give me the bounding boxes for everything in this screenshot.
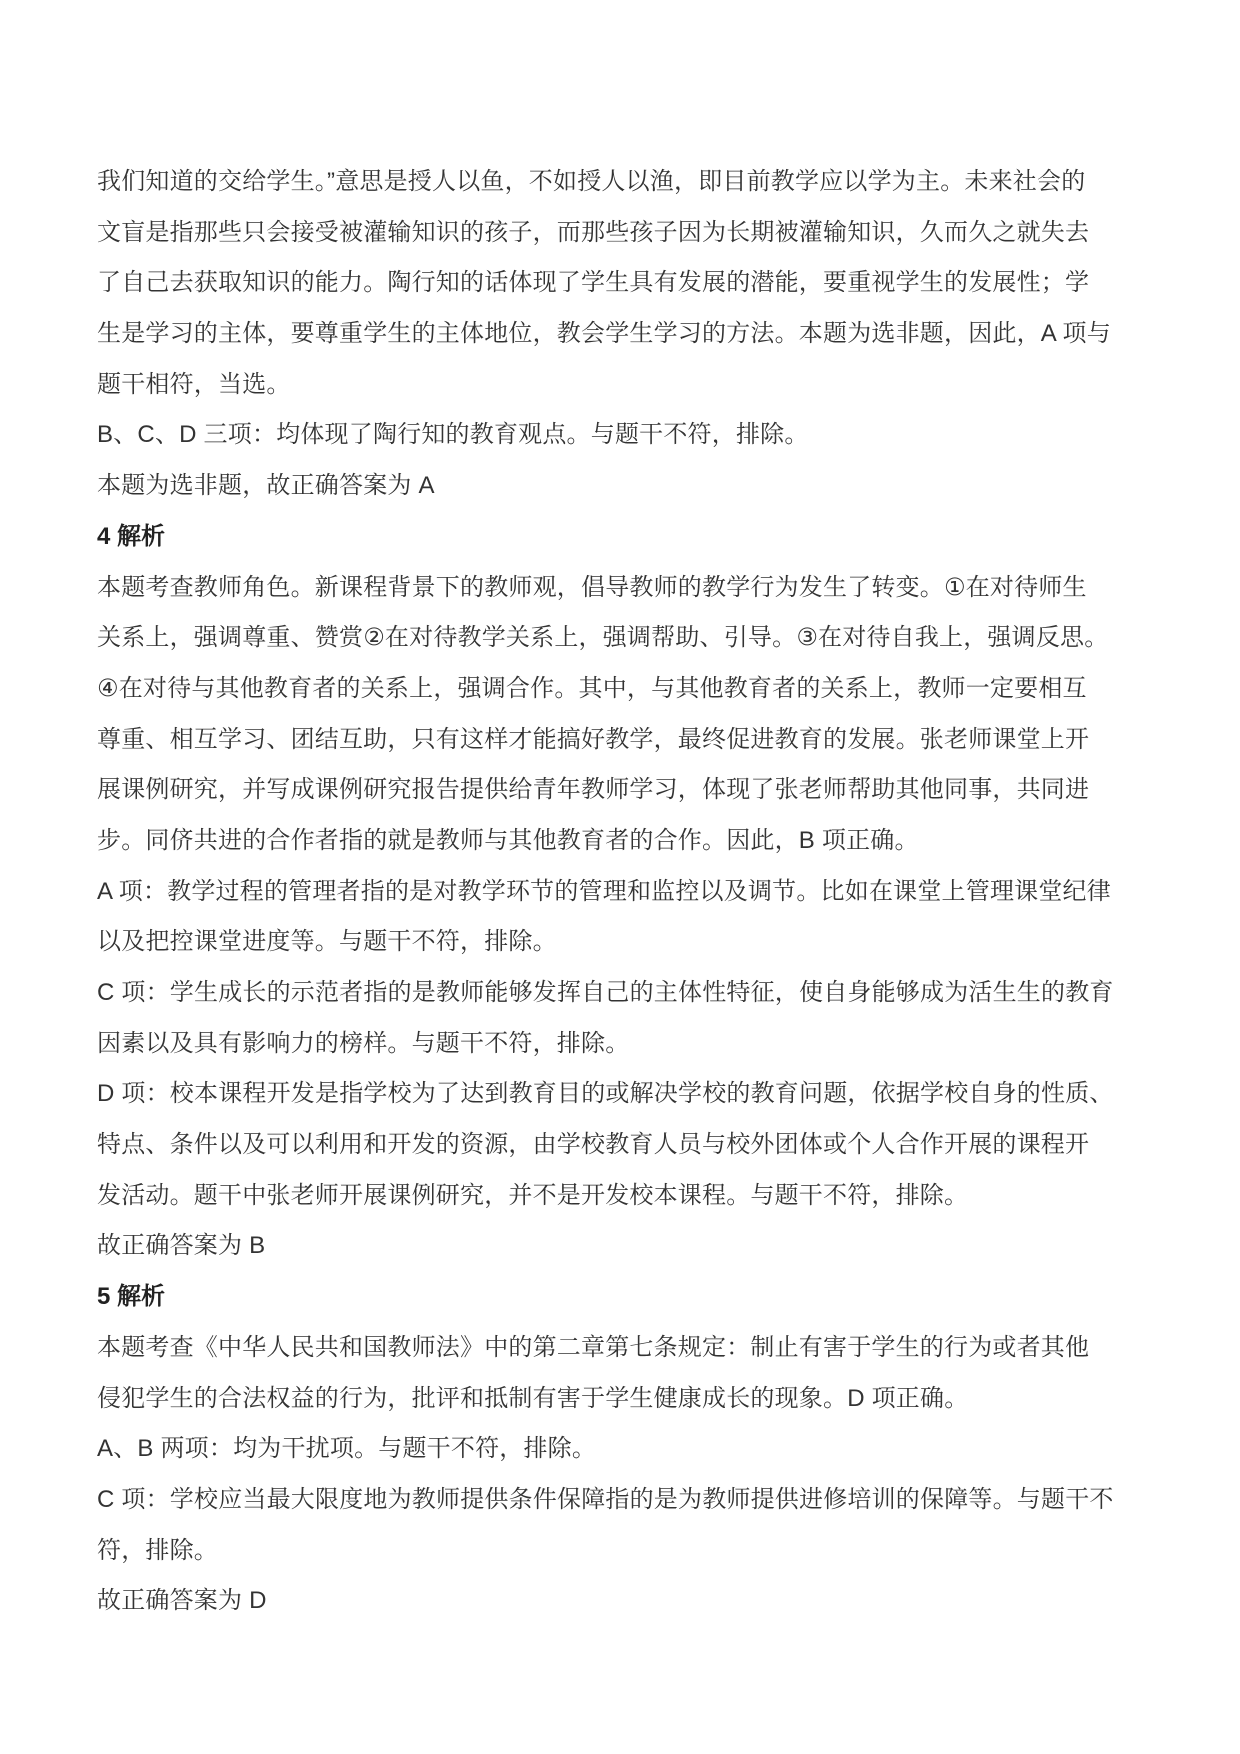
paragraph-line: 侵犯学生的合法权益的行为，批评和抵制有害于学生健康成长的现象。D 项正确。	[97, 1384, 969, 1412]
paragraph-line: A 项：教学过程的管理者指的是对教学环节的管理和监控以及调节。比如在课堂上管理课堂纪律	[97, 877, 1111, 905]
paragraph-line: 特点、条件以及可以利用和开发的资源，由学校教育人员与校外团体或个人合作开展的课程开	[97, 1131, 1090, 1159]
paragraph-line: A、B 两项：均为干扰项。与题干不符，排除。	[97, 1435, 597, 1463]
paragraph-line: ④在对待与其他教育者的关系上，强调合作。其中，与其他教育者的关系上，教师一定要相互	[97, 674, 1087, 702]
section-heading: 4 解析	[97, 522, 166, 550]
document-page	[97, 157, 1143, 1627]
paragraph-line: 文盲是指那些只会接受被灌输知识的孩子，而那些孩子因为长期被灌输知识，久而久之就失去	[97, 218, 1090, 246]
paragraph	[97, 157, 1143, 410]
paragraph	[97, 563, 1143, 867]
paragraph-line: D 项：校本课程开发是指学校为了达到教育目的或解决学校的教育问题，依据学校自身的性质、	[97, 1080, 1114, 1108]
paragraph-line: 尊重、相互学习、团结互助，只有这样才能搞好教学，最终促进教育的发展。张老师课堂上开	[97, 725, 1090, 753]
answer-line: 故正确答案为 B	[97, 1232, 266, 1260]
paragraph-line: 展课例研究，并写成课例研究报告提供给青年教师学习，体现了张老师帮助其他同事，共同进	[97, 776, 1090, 804]
paragraph	[97, 867, 1143, 968]
paragraph-line: 步。同侪共进的合作者指的就是教师与其他教育者的合作。因此，B 项正确。	[97, 826, 919, 854]
answer-paragraph	[97, 1576, 1143, 1627]
answer-paragraph	[97, 1221, 1143, 1272]
paragraph-line: 本题考查教师角色。新课程背景下的教师观，倡导教师的教学行为发生了转变。①在对待师生	[97, 573, 1087, 601]
paragraph	[97, 968, 1143, 1069]
analysis-section-5	[97, 1272, 1143, 1627]
answer-line: 本题为选非题，故正确答案为 A	[97, 472, 435, 500]
paragraph-line: 我们知道的交给学生。”意思是授人以鱼，不如授人以渔，即目前教学应以学为主。未来社会的	[97, 168, 1086, 195]
paragraph-line: 因素以及具有影响力的榜样。与题干不符，排除。	[97, 1029, 630, 1057]
paragraph	[97, 1424, 1143, 1475]
paragraph	[97, 1475, 1143, 1576]
paragraph	[97, 410, 1143, 461]
paragraph-line: 本题考查《中华人民共和国教师法》中的第二章第七条规定：制止有害于学生的行为或者其他	[97, 1333, 1090, 1361]
paragraph-line: C 项：学生成长的示范者指的是教师能够发挥自己的主体性特征，使自身能够成为活生生的教育	[97, 979, 1114, 1006]
analysis-section-4	[97, 512, 1143, 1272]
paragraph-line: 题干相符，当选。	[97, 370, 291, 398]
paragraph	[97, 1323, 1143, 1424]
paragraph-line: 了自己去获取知识的能力。陶行知的话体现了学生具有发展的潜能，要重视学生的发展性；学	[97, 269, 1090, 297]
paragraph-line: 生是学习的主体，要尊重学生的主体地位，教会学生学习的方法。本题为选非题，因此，A 项与	[97, 320, 1111, 348]
paragraph	[97, 1069, 1143, 1221]
paragraph-line: C 项：学校应当最大限度地为教师提供条件保障指的是为教师提供进修培训的保障等。与题干不	[97, 1485, 1114, 1513]
paragraph-line: 以及把控课堂进度等。与题干不符，排除。	[97, 928, 557, 956]
paragraph-line: 关系上，强调尊重、赞赏②在对待教学关系上，强调帮助、引导。③在对待自我上，强调反思。	[97, 624, 1109, 652]
answer-paragraph	[97, 461, 1143, 512]
paragraph-line: 符，排除。	[97, 1536, 218, 1564]
paragraph-line: B、C、D 三项：均体现了陶行知的教育观点。与题干不符，排除。	[97, 421, 809, 449]
paragraph-line: 发活动。题干中张老师开展课例研究，并不是开发校本课程。与题干不符，排除。	[97, 1181, 969, 1209]
section-heading: 5 解析	[97, 1283, 166, 1311]
answer-line: 故正确答案为 D	[97, 1587, 267, 1615]
